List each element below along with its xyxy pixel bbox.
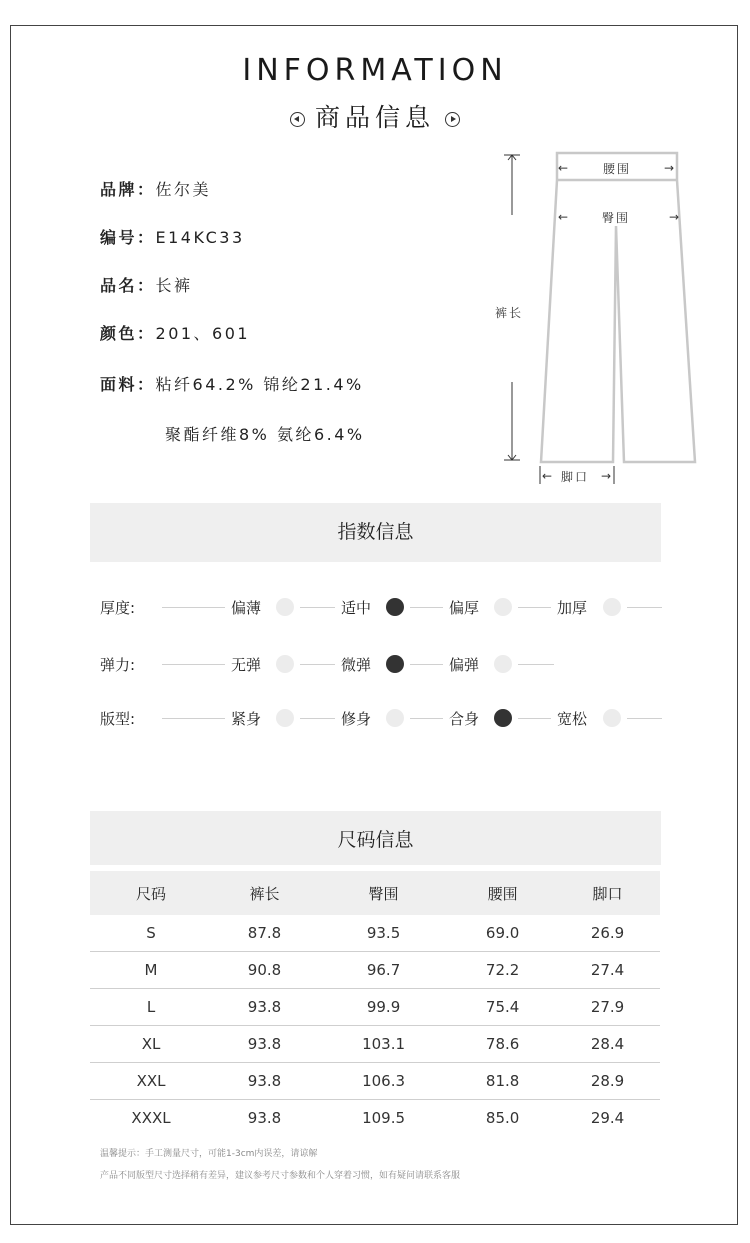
title-cn-row	[0, 98, 750, 134]
title-cn: 商品信息	[314, 103, 435, 132]
size-cell: 99.9	[317, 989, 450, 1026]
unselected-dot-icon	[494, 598, 512, 616]
right-arrow-icon	[445, 112, 460, 127]
unselected-dot-icon	[603, 598, 621, 616]
index-option-label: 宽松	[557, 710, 588, 728]
size-title: 尺码信息	[90, 811, 661, 865]
info-label: 编号：	[100, 228, 156, 247]
size-header-cell: 裤长	[212, 871, 317, 915]
unselected-dot-icon	[603, 709, 621, 727]
unselected-dot-icon	[276, 655, 294, 673]
size-cell: 81.8	[450, 1063, 555, 1100]
size-cell: 28.4	[555, 1026, 660, 1063]
waist-left-arrow-icon: ←	[558, 161, 569, 175]
size-cell: 90.8	[212, 952, 317, 989]
pants-outline	[541, 153, 695, 462]
index-label: 弹力:	[100, 656, 136, 674]
size-cell: S	[90, 915, 212, 952]
size-cell: 72.2	[450, 952, 555, 989]
index-label: 厚度:	[100, 599, 136, 617]
size-cell: 26.9	[555, 915, 660, 952]
size-cell: 106.3	[317, 1063, 450, 1100]
index-option-label: 合身	[449, 710, 480, 728]
index-option-label: 修身	[341, 710, 372, 728]
size-cell: 103.1	[317, 1026, 450, 1063]
size-cell: 93.8	[212, 1063, 317, 1100]
note-line-2: 产品不同版型尺寸选择稍有差异，建议参考尺寸参数和个人穿着习惯，如有疑问请联系客服	[100, 1171, 461, 1181]
index-option-label: 无弹	[231, 656, 262, 674]
size-cell: 28.9	[555, 1063, 660, 1100]
size-header-cell: 尺码	[90, 871, 212, 915]
size-cell: 29.4	[590, 1109, 625, 1127]
label-hem: 脚口	[561, 470, 590, 484]
info-row	[100, 321, 250, 344]
hip-right-arrow-icon: →	[669, 210, 680, 224]
size-header-cell: 腰围	[450, 871, 555, 915]
info-label: 面料：	[100, 375, 156, 394]
size-row	[90, 1100, 660, 1137]
size-cell: 87.8	[212, 915, 317, 952]
note-line-1: 温馨提示：手工测量尺寸，可能1-3cm内误差，请谅解	[100, 1149, 318, 1159]
info-row	[100, 273, 193, 296]
selected-dot-icon	[386, 598, 404, 616]
size-cell: 27.4	[555, 952, 660, 989]
hip-left-arrow-icon: ←	[558, 210, 569, 224]
index-option-label: 偏薄	[231, 599, 262, 617]
size-row	[90, 1063, 660, 1100]
size-cell: M	[90, 952, 212, 989]
left-arrow-icon	[290, 112, 305, 127]
size-cell: 75.4	[450, 989, 555, 1026]
size-cell: 93.5	[317, 915, 450, 952]
fabric-line-2: 聚酯纤维8% 氨纶6.4%	[165, 425, 365, 444]
size-cell: 93.8	[247, 1109, 282, 1127]
size-cell: 109.5	[362, 1109, 406, 1127]
size-header-cell: 脚口	[555, 871, 660, 915]
size-row	[90, 915, 660, 952]
size-table-header	[90, 871, 660, 915]
index-option-label: 偏弹	[449, 656, 480, 674]
size-cell: XXL	[90, 1063, 212, 1100]
size-header-cell: 臀围	[317, 871, 450, 915]
info-row	[100, 225, 245, 248]
label-hip: 臀围	[602, 211, 631, 225]
size-row	[90, 952, 660, 989]
unselected-dot-icon	[276, 598, 294, 616]
unselected-dot-icon	[276, 709, 294, 727]
pants-diagram	[495, 150, 705, 490]
label-waist: 腰围	[603, 162, 632, 176]
info-label: 品名：	[100, 276, 156, 295]
info-value: E14KC33	[155, 228, 245, 247]
size-cell: 93.8	[212, 989, 317, 1026]
waist-right-arrow-icon: →	[664, 161, 675, 175]
index-title: 指数信息	[90, 503, 661, 562]
index-label: 版型:	[100, 710, 136, 728]
index-option-label: 微弹	[341, 656, 372, 674]
index-option-label: 适中	[341, 599, 372, 617]
size-cell: 27.9	[555, 989, 660, 1026]
size-row	[90, 989, 660, 1026]
hem-right-arrow-icon: →	[601, 469, 612, 483]
size-cell: 69.0	[450, 915, 555, 952]
size-cell: 93.8	[212, 1026, 317, 1063]
info-value: 粘纤64.2% 锦纶21.4%	[155, 375, 364, 394]
info-value: 佐尔美	[155, 180, 212, 199]
info-label: 品牌：	[100, 180, 156, 199]
size-row	[90, 1026, 660, 1063]
info-value: 长裤	[155, 276, 193, 295]
selected-dot-icon	[386, 655, 404, 673]
unselected-dot-icon	[494, 655, 512, 673]
size-cell: XL	[90, 1026, 212, 1063]
unselected-dot-icon	[386, 709, 404, 727]
index-option-label: 偏厚	[449, 599, 480, 617]
label-length: 裤长	[495, 306, 524, 320]
size-cell: 78.6	[450, 1026, 555, 1063]
size-cell: L	[90, 989, 212, 1026]
info-value: 201、601	[155, 324, 251, 343]
hem-left-arrow-icon: ←	[542, 469, 553, 483]
info-row	[100, 372, 364, 395]
size-cell: 85.0	[485, 1109, 520, 1127]
size-cell: 96.7	[317, 952, 450, 989]
index-option-label: 加厚	[557, 599, 588, 617]
info-row	[100, 177, 211, 200]
info-label: 颜色：	[100, 324, 156, 343]
title-en: INFORMATION	[242, 53, 508, 88]
size-cell: XXXL	[131, 1109, 171, 1127]
size-table	[90, 871, 660, 1136]
selected-dot-icon	[494, 709, 512, 727]
index-option-label: 紧身	[231, 710, 262, 728]
